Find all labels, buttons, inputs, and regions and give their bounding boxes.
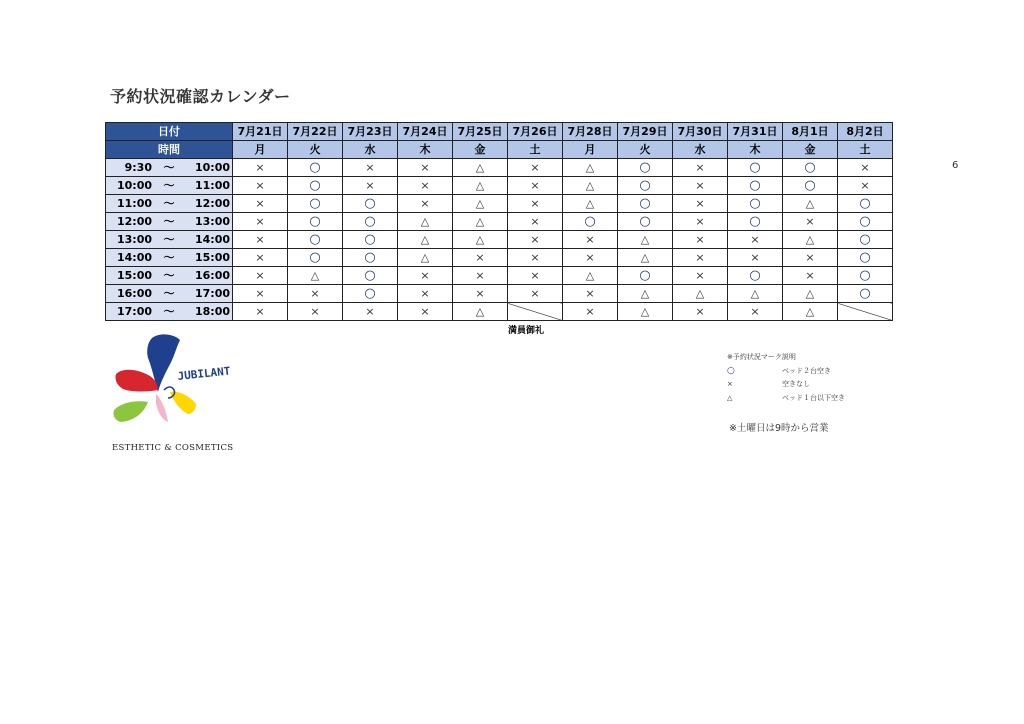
logo-green-petal (113, 401, 148, 422)
date-cell: 7月28日 (563, 123, 618, 141)
time-slot-row (106, 285, 893, 303)
weekday-cell: 水 (343, 141, 398, 159)
availability-cell: ○ (728, 159, 783, 177)
availability-cell: △ (783, 231, 838, 249)
date-cell: 7月25日 (453, 123, 508, 141)
weekday-cell: 月 (563, 141, 618, 159)
availability-cell: × (233, 177, 288, 195)
availability-cell: ○ (783, 159, 838, 177)
availability-cell: × (783, 213, 838, 231)
availability-cell: × (398, 267, 453, 285)
availability-cell: × (563, 231, 618, 249)
reservation-calendar-table (105, 122, 893, 321)
date-cell: 7月24日 (398, 123, 453, 141)
availability-cell: × (233, 285, 288, 303)
availability-cell: × (343, 303, 398, 321)
date-cell: 7月31日 (728, 123, 783, 141)
availability-cell: × (288, 285, 343, 303)
availability-cell: △ (563, 177, 618, 195)
availability-cell: △ (398, 213, 453, 231)
availability-cell: ○ (563, 213, 618, 231)
availability-cell: △ (618, 303, 673, 321)
page-title: 予約状況確認カレンダー (110, 87, 291, 106)
start-time: 13:00 (116, 233, 152, 246)
time-range-cell (106, 249, 233, 267)
availability-cell: × (563, 249, 618, 267)
start-time: 14:00 (116, 251, 152, 264)
availability-cell: ○ (618, 195, 673, 213)
availability-cell: △ (453, 231, 508, 249)
start-time: 12:00 (116, 215, 152, 228)
time-range-cell (106, 303, 233, 321)
time-slot-row (106, 159, 893, 177)
availability-cell: ○ (838, 195, 893, 213)
availability-cell: × (508, 267, 563, 285)
time-separator: ～ (163, 161, 175, 174)
availability-cell: △ (618, 249, 673, 267)
availability-cell: × (453, 249, 508, 267)
end-time: 18:00 (194, 305, 230, 318)
weekday-cell: 金 (783, 141, 838, 159)
date-cell: 7月22日 (288, 123, 343, 141)
availability-cell: × (508, 177, 563, 195)
end-time: 14:00 (194, 233, 230, 246)
time-separator: ～ (163, 233, 175, 246)
availability-cell: ○ (838, 267, 893, 285)
weekday-cell: 木 (728, 141, 783, 159)
availability-cell: ○ (288, 213, 343, 231)
availability-cell: ○ (838, 213, 893, 231)
availability-cell: △ (618, 231, 673, 249)
availability-cell: △ (673, 285, 728, 303)
availability-cell: × (838, 177, 893, 195)
start-time: 17:00 (116, 305, 152, 318)
date-cell: 7月21日 (233, 123, 288, 141)
time-range-cell (106, 159, 233, 177)
availability-cell: △ (783, 303, 838, 321)
legend-item (727, 392, 845, 406)
legend-heading: ※予約状況マーク説明 (727, 353, 796, 361)
availability-cell: × (728, 303, 783, 321)
legend-item (727, 378, 845, 392)
time-slot-row (106, 195, 893, 213)
end-time: 17:00 (194, 287, 230, 300)
availability-cell: × (673, 159, 728, 177)
date-cell: 8月1日 (783, 123, 838, 141)
availability-cell: × (398, 195, 453, 213)
start-time: 9:30 (124, 161, 152, 174)
availability-cell: ○ (783, 177, 838, 195)
end-time: 16:00 (194, 269, 230, 282)
end-time: 13:00 (194, 215, 230, 228)
time-range-cell (106, 177, 233, 195)
time-slot-row (106, 249, 893, 267)
availability-cell: ○ (288, 159, 343, 177)
availability-cell: △ (563, 267, 618, 285)
legend-text: ベッド２台空き (782, 366, 831, 375)
weekday-cell: 土 (838, 141, 893, 159)
availability-cell: × (508, 249, 563, 267)
availability-cell: × (563, 303, 618, 321)
availability-cell: ○ (288, 231, 343, 249)
availability-cell: ○ (728, 177, 783, 195)
availability-cell: ○ (618, 267, 673, 285)
weekday-cell: 木 (398, 141, 453, 159)
availability-cell: ○ (728, 213, 783, 231)
availability-cell: × (398, 285, 453, 303)
weekday-cell: 月 (233, 141, 288, 159)
availability-cell: × (508, 159, 563, 177)
availability-cell: ○ (288, 249, 343, 267)
availability-cell: △ (563, 159, 618, 177)
availability-cell: × (673, 213, 728, 231)
mark-legend (727, 351, 845, 405)
time-range-cell (106, 231, 233, 249)
legend-item (727, 365, 845, 379)
availability-cell: △ (728, 285, 783, 303)
time-slot-row (106, 231, 893, 249)
start-time: 15:00 (116, 269, 152, 282)
jubilant-logo (108, 330, 248, 435)
availability-cell: × (233, 213, 288, 231)
availability-cell: × (398, 177, 453, 195)
availability-cell: × (728, 231, 783, 249)
availability-cell: × (673, 303, 728, 321)
availability-cell: × (508, 285, 563, 303)
availability-cell: × (783, 249, 838, 267)
availability-cell: ○ (343, 285, 398, 303)
availability-cell: × (288, 303, 343, 321)
availability-cell: △ (453, 213, 508, 231)
time-slot-row (106, 177, 893, 195)
time-slot-row (106, 213, 893, 231)
availability-cell: × (233, 303, 288, 321)
availability-cell: ○ (838, 285, 893, 303)
availability-cell: × (398, 303, 453, 321)
availability-cell: ○ (618, 177, 673, 195)
availability-cell: ○ (838, 231, 893, 249)
weekday-cell: 水 (673, 141, 728, 159)
logo-caption: ESTHETIC & COSMETICS (112, 443, 234, 453)
availability-cell: × (233, 267, 288, 285)
availability-cell: ○ (288, 195, 343, 213)
time-separator: ～ (163, 305, 175, 318)
end-time: 15:00 (194, 251, 230, 264)
availability-cell: × (233, 249, 288, 267)
availability-cell: ○ (343, 267, 398, 285)
time-separator: ～ (163, 251, 175, 264)
fully-booked-note: 満員御礼 (508, 326, 545, 336)
logo-brand-text: JUBILANT (176, 364, 232, 383)
availability-cell: × (453, 267, 508, 285)
date-label-cell: 日付 (106, 123, 233, 141)
availability-cell: × (673, 249, 728, 267)
end-time: 10:00 (194, 161, 230, 174)
time-separator: ～ (163, 197, 175, 210)
weekday-cell: 火 (288, 141, 343, 159)
availability-cell: △ (453, 195, 508, 213)
time-label-cell: 時間 (106, 141, 233, 159)
availability-cell: ○ (343, 249, 398, 267)
availability-cell: × (508, 195, 563, 213)
availability-cell: × (508, 213, 563, 231)
availability-cell: ○ (838, 249, 893, 267)
availability-cell: △ (398, 231, 453, 249)
weekday-cell: 火 (618, 141, 673, 159)
availability-cell: × (233, 159, 288, 177)
availability-cell: ○ (728, 267, 783, 285)
date-cell: 8月2日 (838, 123, 893, 141)
availability-cell: × (838, 159, 893, 177)
availability-cell: × (508, 231, 563, 249)
date-cell: 7月29日 (618, 123, 673, 141)
time-separator: ～ (163, 215, 175, 228)
time-slot-row (106, 303, 893, 321)
page-number: 6 (952, 160, 959, 171)
legend-symbol: × (727, 380, 733, 388)
legend-text: ベッド１台以下空き (782, 393, 845, 402)
weekday-cell: 金 (453, 141, 508, 159)
closed-slot-cell (838, 303, 893, 321)
time-separator: ～ (163, 269, 175, 282)
availability-cell: × (343, 177, 398, 195)
logo-pink-petal (156, 394, 168, 422)
time-slot-row (106, 267, 893, 285)
availability-cell: ○ (343, 195, 398, 213)
end-time: 12:00 (194, 197, 230, 210)
date-cell: 7月26日 (508, 123, 563, 141)
start-time: 10:00 (116, 179, 152, 192)
availability-cell: ○ (728, 195, 783, 213)
availability-cell: ○ (618, 213, 673, 231)
legend-symbol: ○ (727, 365, 735, 376)
availability-cell: △ (453, 177, 508, 195)
availability-cell: ○ (343, 231, 398, 249)
availability-cell: × (398, 159, 453, 177)
date-cell: 7月30日 (673, 123, 728, 141)
availability-cell: × (343, 159, 398, 177)
availability-cell: × (233, 231, 288, 249)
start-time: 11:00 (116, 197, 152, 210)
time-range-cell (106, 267, 233, 285)
weekday-cell: 土 (508, 141, 563, 159)
availability-cell: ○ (288, 177, 343, 195)
availability-cell: × (673, 231, 728, 249)
availability-cell: △ (563, 195, 618, 213)
availability-cell: △ (288, 267, 343, 285)
logo-red-petal (115, 370, 158, 392)
header-date-row (106, 123, 893, 141)
availability-cell: × (563, 285, 618, 303)
time-range-cell (106, 195, 233, 213)
legend-symbol: △ (727, 393, 733, 402)
availability-cell: × (233, 195, 288, 213)
availability-cell: △ (783, 195, 838, 213)
end-time: 11:00 (194, 179, 230, 192)
availability-cell: × (673, 267, 728, 285)
time-range-cell (106, 213, 233, 231)
availability-cell: × (728, 249, 783, 267)
availability-cell: △ (453, 303, 508, 321)
availability-cell: △ (453, 159, 508, 177)
time-separator: ～ (163, 287, 175, 300)
time-range-cell (106, 285, 233, 303)
availability-cell: ○ (618, 159, 673, 177)
availability-cell: △ (783, 285, 838, 303)
availability-cell: △ (398, 249, 453, 267)
date-cell: 7月23日 (343, 123, 398, 141)
availability-cell: ○ (343, 213, 398, 231)
start-time: 16:00 (116, 287, 152, 300)
availability-cell: × (783, 267, 838, 285)
header-weekday-row (106, 141, 893, 159)
time-separator: ～ (163, 179, 175, 192)
saturday-hours-note: ※土曜日は9時から営業 (729, 423, 829, 434)
closed-slot-cell (508, 303, 563, 321)
availability-cell: △ (618, 285, 673, 303)
availability-cell: × (673, 195, 728, 213)
legend-text: 空きなし (782, 380, 810, 388)
availability-cell: × (453, 285, 508, 303)
availability-cell: × (673, 177, 728, 195)
